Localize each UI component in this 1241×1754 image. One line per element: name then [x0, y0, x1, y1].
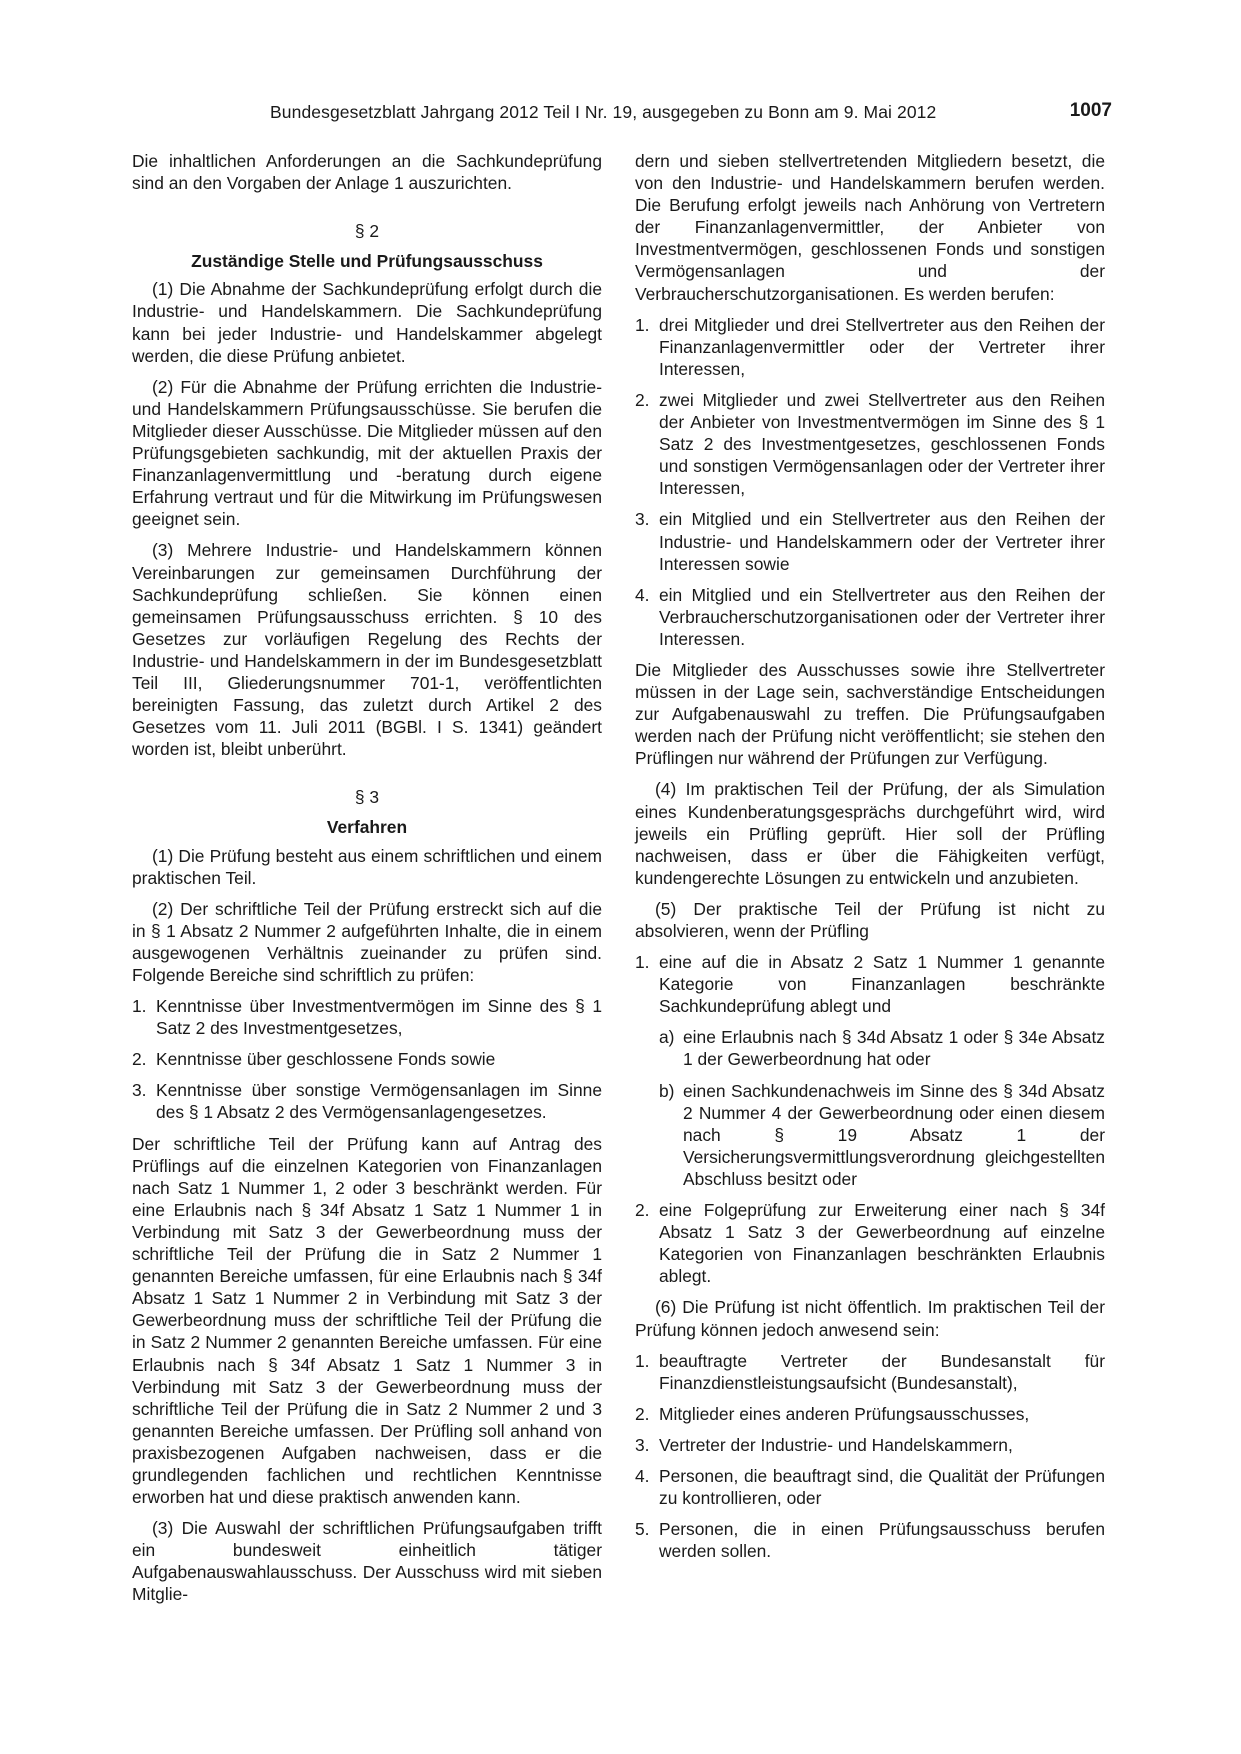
list-item-number: 1.	[635, 314, 650, 335]
exemption-list	[635, 951, 1105, 1287]
list-item-number: 4.	[635, 584, 650, 605]
paragraph-4: (4) Im praktischen Teil der Prüfung, der als Simulation eines Kundenberatungsgesprächs durchgeführt wird, wird jeweils ein Prüfling geprüft. Hier soll der Prüfling nachweisen, dass er über die Fähigkeiten verfügt, kundengerechte Lösungen zu entwickeln und anzubieten.	[635, 779, 1105, 888]
list-item-text: beauftragte Vertreter der Bundesanstalt für Finanzdienstleistungsaufsicht (Bundesanstalt),	[659, 1350, 1105, 1393]
list-item-text: Kenntnisse über geschlossene Fonds sowie	[156, 1049, 496, 1070]
section-2-paragraph-3: (3) Mehrere Industrie- und Handelskammern können Vereinbarungen zur gemeinsamen Durchführung der Sachkundeprüfung schließen. Sie können einen gemeinsamen Prüfungsausschuss errichten. § 10 des Gesetzes zur vorläufigen Regelung des Rechts der Industrie- und Handelskammern in der im Bundesgesetzblatt Teil III, Gliederungsnummer 701-1, veröffentlichten bereinigten Fassung, das zuletzt durch Artikel 2 des Gesetzes vom 11. Juli 2011 (BGBl. I S. 1341) geändert worden ist, bleibt unberührt.	[132, 540, 602, 760]
section-2-sign: § 2	[354, 221, 380, 242]
list-item-text: ein Mitglied und ein Stellvertreter aus den Reihen der Industrie- und Handelskammern oder der Vertreter ihrer Interessen sowie	[659, 509, 1105, 574]
section-2-paragraph-2: (2) Für die Abnahme der Prüfung errichten die Industrie- und Handelskammern Prüfungsausschüsse. Sie berufen die Mitglieder dieser Ausschüsse. Die Mitglieder müssen auf den Prüfungsgebieten sachkundig, mit der aktuellen Praxis der Finanzanlagenvermittlung und -beratung durch eigene Erfahrung vertraut und für die Mitwirkung im Prüfungswesen geeignet sein.	[132, 376, 602, 530]
list-item-text: eine Folgeprüfung zur Erweiterung einer nach § 34f Absatz 1 Satz 3 der Gewerbeordnung auf einzelne Kategorien von Finanzanlagen beschränkten Erlaubnis ablegt.	[659, 1200, 1105, 1287]
list-item	[635, 1350, 1105, 1394]
sub-list-item	[659, 1026, 1105, 1070]
list-item	[635, 1199, 1105, 1287]
list-item-number: 1.	[635, 952, 650, 973]
committee-list	[635, 314, 1105, 650]
list-item	[132, 1079, 602, 1123]
list-item-number: 4.	[635, 1465, 650, 1486]
section-3-paragraph-1: (1) Die Prüfung besteht aus einem schriftlichen und einem praktischen Teil.	[132, 845, 602, 888]
paragraph-3-continued-2: Die Mitglieder des Ausschusses sowie ihre Stellvertreter müssen in der Lage sein, sachverständige Entscheidungen zur Aufgabenauswahl zu treffen. Die Prüfungsaufgaben werden nach der Prüfung nicht veröffentlicht; sie stehen den Prüflingen nur während der Prüfungen zur Verfügung.	[635, 659, 1105, 769]
header-title: Bundesgesetzblatt Jahrgang 2012 Teil I Nr. 19, ausgegeben zu Bonn am 9. Mai 2012	[270, 102, 937, 122]
section-3-paragraph-3: (3) Die Auswahl der schriftlichen Prüfungsaufgaben trifft ein bundesweit einheitlich tätiger Aufgabenauswahlausschuss. Der Ausschuss wird mit sieben Mitglie-	[132, 1518, 602, 1605]
list-item-number: 3.	[635, 509, 650, 530]
list-item-number: 2.	[635, 389, 650, 410]
sub-list-item-text: einen Sachkundenachweis im Sinne des § 34d Absatz 2 Nummer 4 der Gewerbeordnung oder einen diesem nach § 19 Absatz 1 der Versicherungsvermittlungsverordnung gleichgestellten Abschluss besitzt oder	[683, 1080, 1105, 1189]
paragraph-5: (5) Der praktische Teil der Prüfung ist nicht zu absolvieren, wenn der Prüfling	[635, 898, 1105, 941]
list-item	[132, 995, 602, 1039]
list-item	[635, 584, 1105, 650]
page-header	[132, 100, 1112, 126]
attendee-list	[635, 1350, 1105, 1563]
list-item	[635, 1403, 1105, 1425]
list-item-text: Vertreter der Industrie- und Handelskammern,	[659, 1434, 1013, 1455]
intro-paragraph: Die inhaltlichen Anforderungen an die Sachkundeprüfung sind an den Vorgaben der Anlage 1 auszurichten.	[132, 151, 602, 194]
section-3-list	[132, 995, 602, 1123]
sub-list-item-letter: a)	[659, 1027, 675, 1048]
list-item-text: zwei Mitglieder und zwei Stellvertreter aus den Reihen der Anbieter von Investmentvermögen im Sinne des § 1 Satz 2 des Investmentgesetzes, geschlossenen Fonds und sonstigen Vermögensanlagen oder der Vertreter ihrer Interessen,	[659, 389, 1105, 499]
sub-list-item-text: eine Erlaubnis nach § 34d Absatz 1 oder § 34e Absatz 1 der Gewerbeordnung hat oder	[683, 1027, 1105, 1070]
list-item-number: 1.	[635, 1350, 650, 1371]
list-item-number: 2.	[132, 1049, 147, 1070]
section-3-sign: § 3	[354, 787, 380, 808]
list-item-text: Kenntnisse über Investmentvermögen im Sinne des § 1 Satz 2 des Investmentgesetzes,	[156, 996, 602, 1039]
sub-list	[659, 1026, 1105, 1190]
list-item	[635, 314, 1105, 380]
list-item-number: 5.	[635, 1519, 650, 1540]
list-item	[132, 1048, 602, 1070]
list-item-text: Mitglieder eines anderen Prüfungsausschusses,	[659, 1403, 1030, 1424]
list-item-number: 2.	[635, 1403, 650, 1424]
list-item	[635, 951, 1105, 1017]
list-item	[635, 1434, 1105, 1456]
section-3-paragraph-2: (2) Der schriftliche Teil der Prüfung erstreckt sich auf die in § 1 Absatz 2 Nummer 2 aufgeführten Inhalte, die in einem ausgewogenen Verhältnis zueinander zu prüfen sind. Folgende Bereiche sind schriftlich zu prüfen:	[132, 898, 602, 985]
left-column	[132, 150, 602, 1615]
list-item	[635, 1465, 1105, 1509]
list-item-number: 3.	[132, 1080, 147, 1101]
list-item-text: Personen, die beauftragt sind, die Qualität der Prüfungen zu kontrollieren, oder	[659, 1465, 1105, 1509]
sub-list-item-letter: b)	[659, 1080, 675, 1101]
sub-list-item	[659, 1080, 1105, 1190]
section-2-paragraph-1: (1) Die Abnahme der Sachkundeprüfung erfolgt durch die Industrie- und Handelskammern. Die Sachkundeprüfung kann bei jeder Industrie- und Handelskammer abgelegt werden, die diese Prüfung anbietet.	[132, 279, 602, 366]
page-number: 1007	[1069, 100, 1112, 121]
list-item-text: eine auf die in Absatz 2 Satz 1 Nummer 1 genannte Kategorie von Finanzanlagen beschränkte Sachkundeprüfung ablegt und	[659, 952, 1105, 1017]
list-item-text: Personen, die in einen Prüfungsausschuss berufen werden sollen.	[659, 1519, 1105, 1562]
section-2-title: Zuständige Stelle und Prüfungsausschuss	[191, 251, 543, 272]
section-3-title: Verfahren	[326, 817, 408, 838]
list-item	[635, 508, 1105, 574]
list-item-text: ein Mitglied und ein Stellvertreter aus den Reihen der Verbraucherschutzorganisationen oder der Vertreter ihrer Interessen.	[659, 584, 1105, 649]
section-3-paragraph-2-continued: Der schriftliche Teil der Prüfung kann auf Antrag des Prüflings auf die einzelnen Kategorien von Finanzanlagen nach Satz 1 Nummer 1, 2 oder 3 beschränkt werden. Für eine Erlaubnis nach § 34f Absatz 1 Satz 1 Nummer 1 in Verbindung mit Satz 3 der Gewerbeordnung muss der schriftliche Teil der Prüfung die in Satz 2 Nummer 1 genannten Bereiche umfassen, für eine Erlaubnis nach § 34f Absatz 1 Satz 1 Nummer 2 in Verbindung mit Satz 3 der Gewerbeordnung muss der schriftliche Teil der Prüfung die in Satz 2 Nummer 2 genannten Bereiche umfassen. Für eine Erlaubnis nach § 34f Absatz 1 Satz 1 Nummer 3 in Verbindung mit Satz 3 der Gewerbeordnung muss der schriftliche Teil der Prüfung die in Satz 2 Nummer 2 und 3 genannten Bereiche umfassen. Der Prüfling soll anhand von praxisbezogenen Aufgaben nachweisen, dass er die grundlegenden fachlichen und rechtlichen Kenntnisse erworben hat und diese praktisch anwenden kann.	[132, 1133, 602, 1508]
paragraph-3-continued: dern und sieben stellvertretenden Mitgliedern besetzt, die von den Industrie- und Handelskammern berufen werden. Die Berufung erfolgt jeweils nach Anhörung von Vertretern der Finanzanlagenvermittler, der Anbieter von Investmentvermögen, geschlossenen Fonds und sonstigen Vermögensanlagen und der Verbraucherschutzorganisationen. Es werden berufen:	[635, 151, 1105, 304]
right-column	[635, 150, 1105, 1571]
list-item	[635, 389, 1105, 499]
list-item-number: 2.	[635, 1200, 650, 1221]
paragraph-6: (6) Die Prüfung ist nicht öffentlich. Im praktischen Teil der Prüfung können jedoch anwesend sein:	[635, 1297, 1105, 1340]
list-item-text: Kenntnisse über sonstige Vermögensanlagen im Sinne des § 1 Absatz 2 des Vermögensanlagengesetzes.	[156, 1080, 602, 1123]
list-item-text: drei Mitglieder und drei Stellvertreter aus den Reihen der Finanzanlagenvermittler oder der Vertreter ihrer Interessen,	[659, 314, 1105, 379]
list-item	[635, 1518, 1105, 1562]
list-item-number: 3.	[635, 1434, 650, 1455]
list-item-number: 1.	[132, 996, 147, 1017]
